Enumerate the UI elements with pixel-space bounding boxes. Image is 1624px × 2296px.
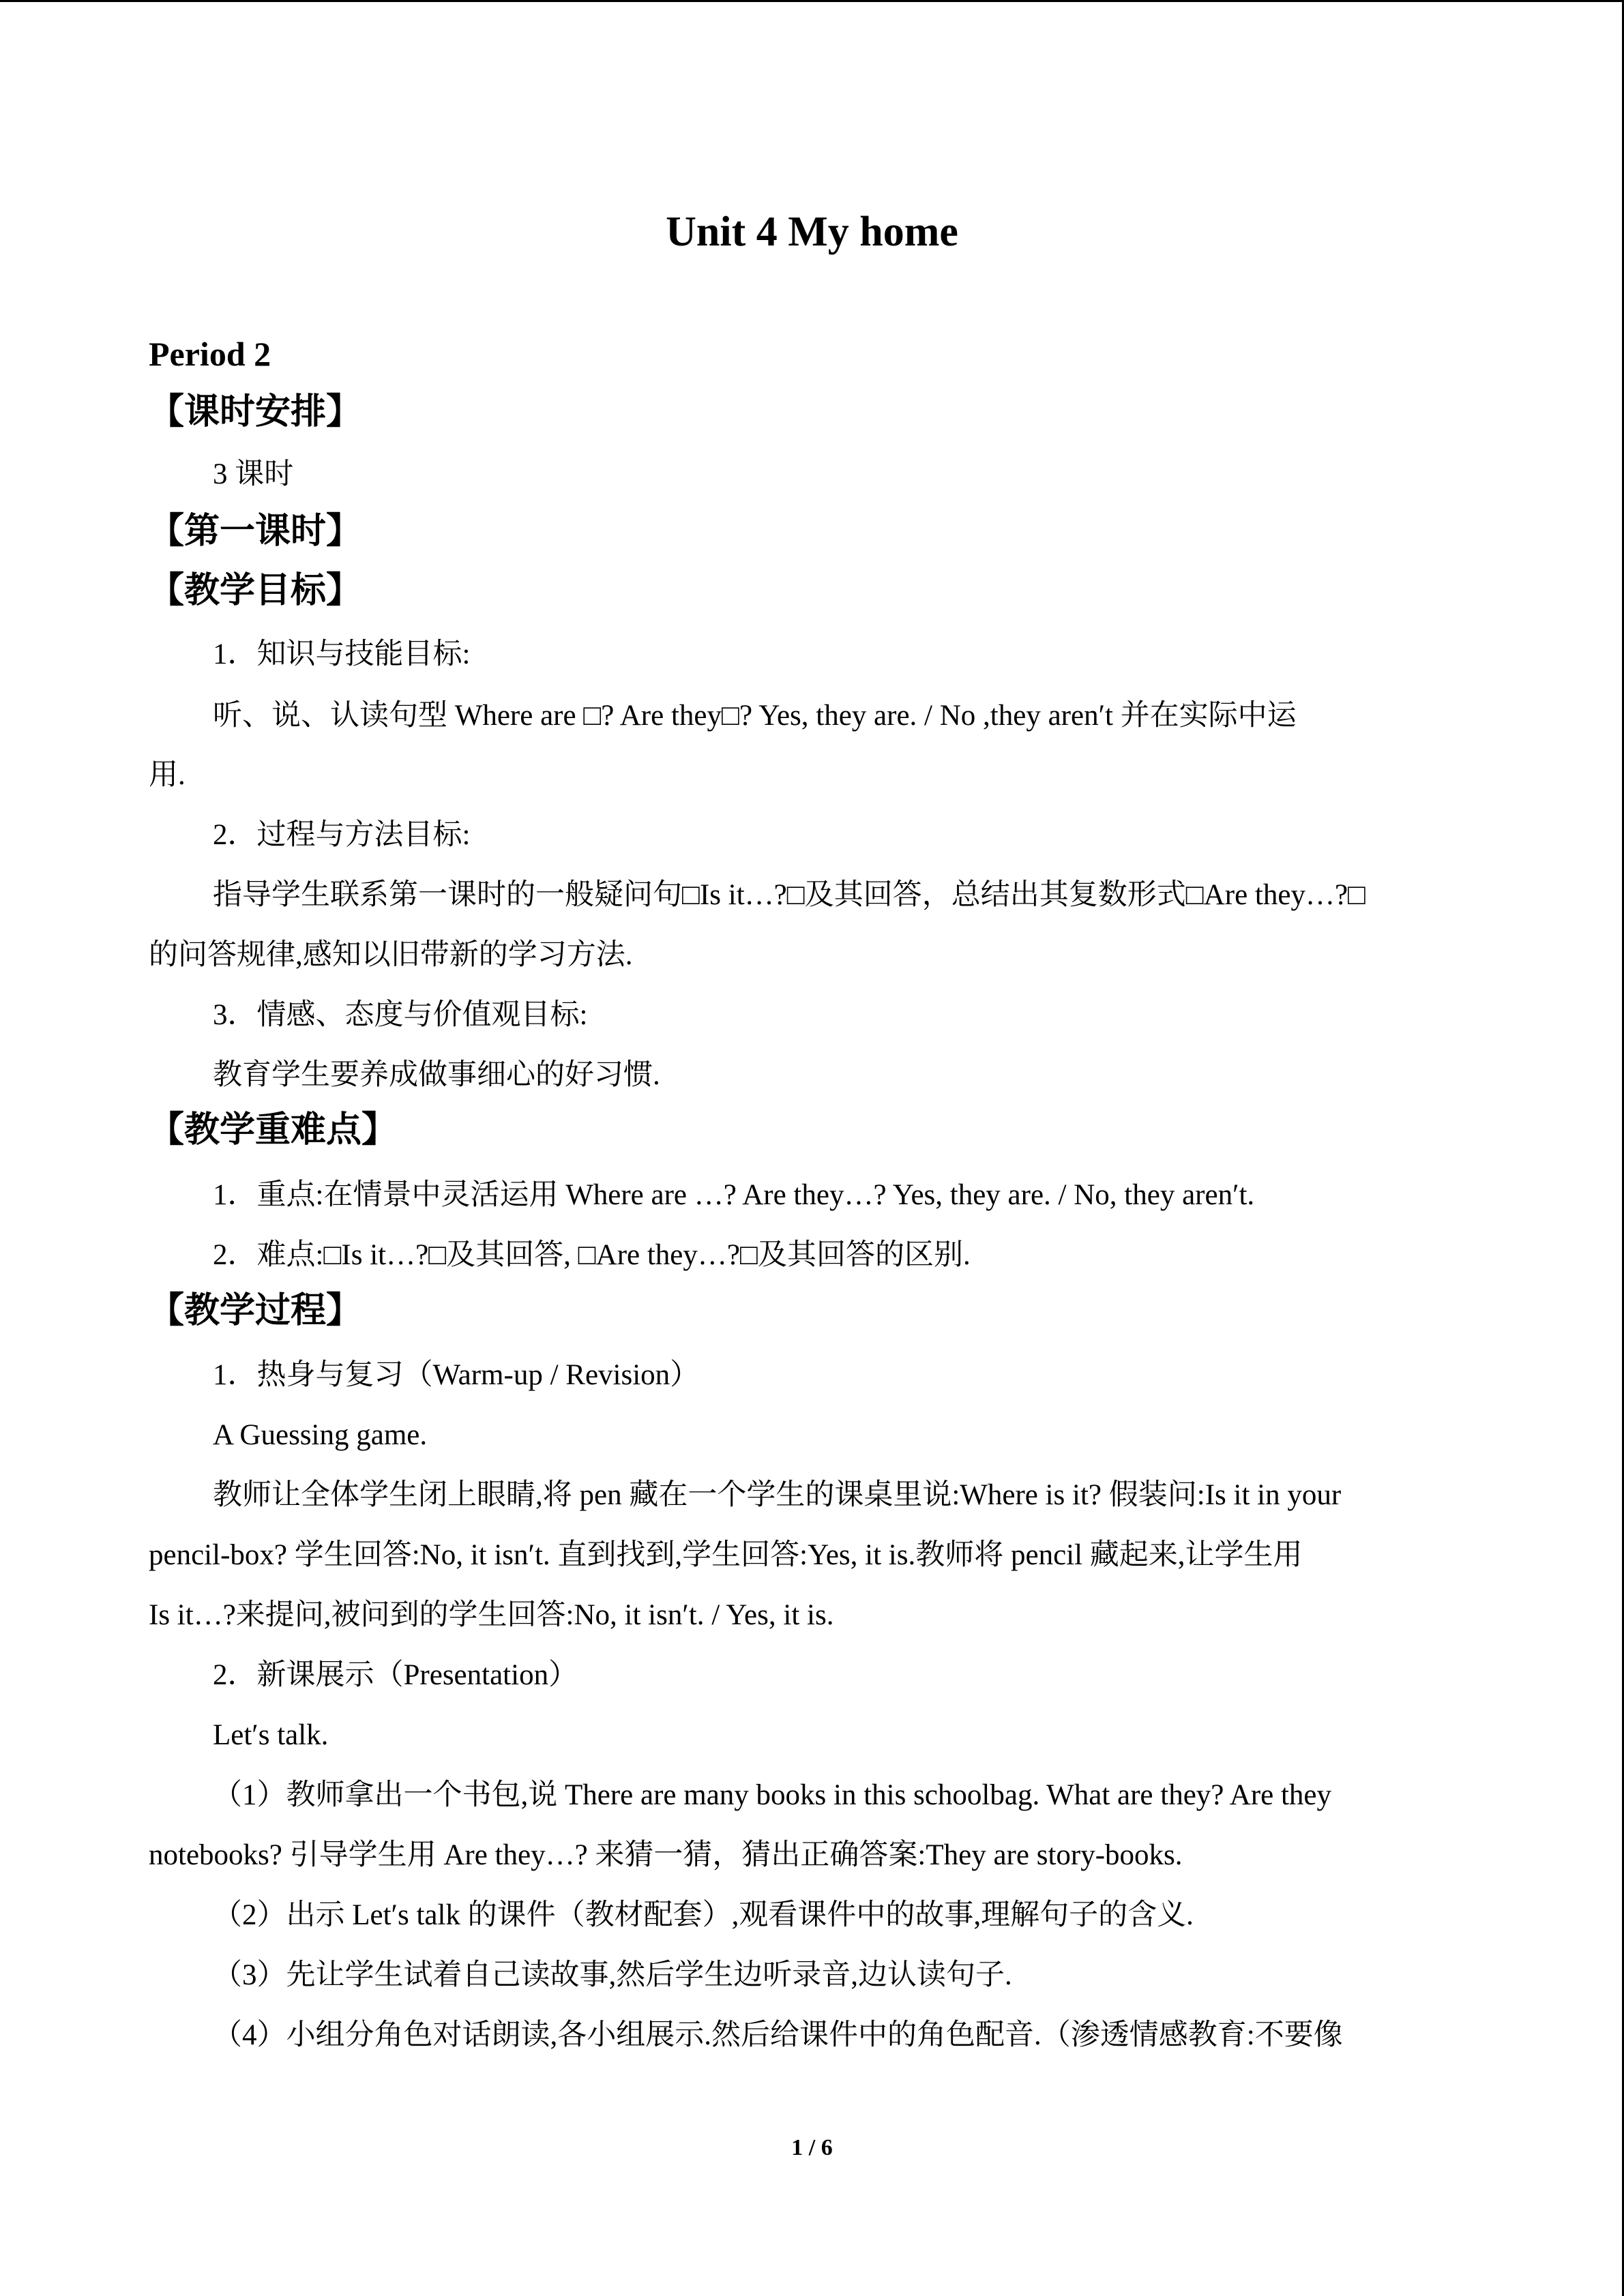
heading-process: 【教学过程】 bbox=[149, 1292, 362, 1330]
process-1-title: 1．热身与复习（Warm-up / Revision） bbox=[213, 1359, 700, 1391]
period-label: Period 2 bbox=[149, 335, 271, 373]
process-2-step-2: （2）出示 Let′s talk 的课件（教材配套）,观看课件中的故事,理解句子的含义. bbox=[213, 1899, 1194, 1931]
process-2-talk: Let′s talk. bbox=[213, 1719, 329, 1751]
page-number: 1 / 6 bbox=[791, 2135, 833, 2160]
objective-2-line-1: 指导学生联系第一课时的一般疑问句□Is it…?□及其回答，总结出其复数形式□Are they…?□ bbox=[213, 879, 1365, 911]
objective-1-line-1: 听、说、认读句型 Where are □? Are they□? Yes, they are. / No ,they aren′t 并在实际中运 bbox=[213, 700, 1297, 732]
process-2-step-3: （3）先让学生试着自己读故事,然后学生边听录音,边认读句子. bbox=[213, 1959, 1012, 1991]
process-2-step-4: （4）小组分角色对话朗读,各小组展示.然后给课件中的角色配音.（渗透情感教育:不要像 bbox=[213, 2019, 1343, 2051]
objective-2-line-2: 的问答规律,感知以旧带新的学习方法. bbox=[149, 939, 633, 971]
key-point-1: 1．重点:在情景中灵活运用 Where are …? Are they…? Yes, they are. / No, they aren′t. bbox=[213, 1179, 1255, 1211]
process-2-title: 2．新课展示（Presentation） bbox=[213, 1659, 578, 1691]
process-2-step-1-line-2: notebooks? 引导学生用 Are they…? 来猜一猜，猜出正确答案:They are story-books. bbox=[149, 1839, 1183, 1871]
process-2-step-1-line-1: （1）教师拿出一个书包,说 There are many books in this schoolbag. What are they? Are they bbox=[213, 1779, 1332, 1811]
heading-first-lesson: 【第一课时】 bbox=[149, 512, 362, 551]
objective-3-title: 3．情感、态度与价值观目标: bbox=[213, 999, 588, 1031]
process-1-text-3: Is it…?来提问,被问到的学生回答:No, it isn′t. / Yes, it is. bbox=[149, 1599, 834, 1631]
objective-2-title: 2．过程与方法目标: bbox=[213, 819, 471, 851]
process-1-text-1: 教师让全体学生闭上眼睛,将 pen 藏在一个学生的课桌里说:Where is it? 假装问:Is it in your bbox=[213, 1479, 1342, 1511]
heading-key-points: 【教学重难点】 bbox=[149, 1111, 398, 1150]
process-1-text-2: pencil-box? 学生回答:No, it isn′t. 直到找到,学生回答:Yes, it is.教师将 pencil 藏起来,让学生用 bbox=[149, 1539, 1303, 1571]
objective-1-line-2: 用. bbox=[149, 759, 186, 791]
process-1-game: A Guessing game. bbox=[213, 1419, 428, 1451]
key-point-2: 2．难点:□Is it…?□及其回答, □Are they…?□及其回答的区别. bbox=[213, 1239, 971, 1271]
document-title: Unit 4 My home bbox=[666, 209, 958, 255]
objective-1-title: 1．知识与技能目标: bbox=[213, 638, 471, 670]
objective-3-line-1: 教育学生要养成做事细心的好习惯. bbox=[213, 1059, 660, 1091]
heading-objectives: 【教学目标】 bbox=[149, 571, 362, 610]
schedule-text: 3 课时 bbox=[213, 458, 294, 490]
heading-schedule: 【课时安排】 bbox=[149, 393, 362, 432]
